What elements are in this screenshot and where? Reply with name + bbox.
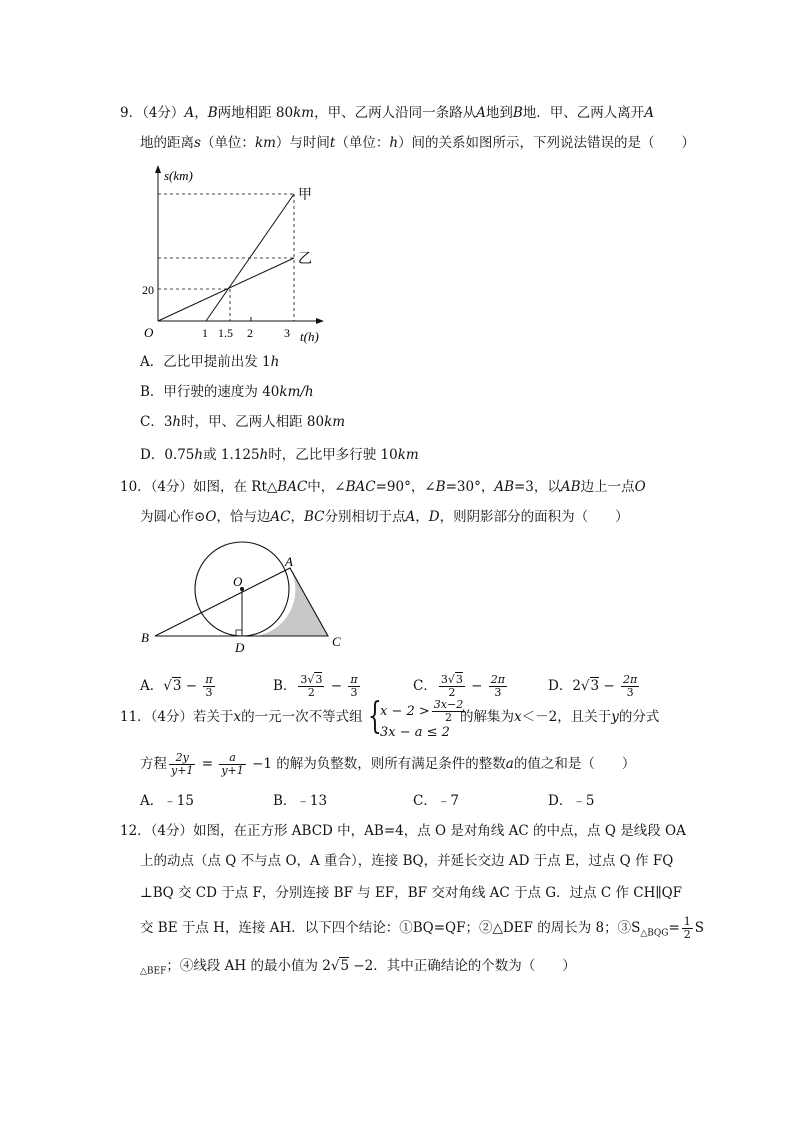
line-jia bbox=[206, 194, 294, 321]
q11-option-d[interactable]: D．﹣5 bbox=[548, 793, 595, 809]
x-tick-2: 2 bbox=[247, 326, 253, 340]
x-tick-3: 3 bbox=[284, 326, 290, 340]
q11-option-b[interactable]: B．﹣13 bbox=[273, 793, 328, 809]
shaded-region bbox=[240, 568, 328, 637]
label-yi: 乙 bbox=[298, 252, 312, 267]
q12-line-2: 上的动点（点 Q 不与点 O，A 重合），连接 BQ，并延长交边 AD 于点 E，过点 Q 作 FQ bbox=[140, 853, 674, 869]
q12-line-3: ⊥BQ 交 CD 于点 F，分别连接 BF 与 EF，BF 交对角线 AC 于点 G．过点 C 作 CH∥QF bbox=[140, 885, 683, 901]
x-axis-label: t(h) bbox=[300, 329, 319, 344]
q11-option-a[interactable]: A．﹣15 bbox=[140, 793, 194, 809]
y-tick-20: 20 bbox=[142, 283, 154, 297]
point-c-label: C bbox=[332, 634, 341, 649]
q12-line-1: 12．（4分）如图，在正方形 ABCD 中，AB=4，点 O 是对角线 AC 的中点，点 Q 是线段 OA bbox=[120, 823, 686, 839]
q12-line-5: $_{\triangle BEF}$；④线段 AH 的最小值为 2√5 −2．其中正确结论的个数为（ ） bbox=[140, 958, 576, 977]
q11-line-1-cont: 的解集为x＜－2，且关于y的分式 bbox=[460, 709, 660, 725]
q9-distance-time-graph bbox=[140, 163, 340, 345]
point-o-label: O bbox=[233, 574, 243, 589]
point-b-label: B bbox=[141, 630, 149, 645]
label-jia: 甲 bbox=[298, 188, 312, 203]
q11-line-2: 方程 $\frac{2y}{y+1}$ = $\frac{a}{y+1}$ −1 的解为负整数，则所有满足条件的整数a的值之和是（ ） bbox=[140, 751, 636, 777]
q10-line-2: 为圆心作⊙O，恰与边AC，BC分别相切于点A，D，则阴影部分的面积为（ ） bbox=[140, 509, 629, 525]
point-a-label: A bbox=[285, 554, 293, 569]
x-tick-1-5: 1.5 bbox=[218, 326, 233, 340]
q10-option-d[interactable]: D．2√3 − $\frac{2\pi}{3}$ bbox=[548, 673, 638, 699]
q10-option-c[interactable]: C． $\frac{3√3}{2}$ − $\frac{2\pi}{3}$ bbox=[413, 673, 505, 699]
line-yi bbox=[158, 258, 294, 321]
q12-line-4: 交 BE 于点 H，连接 AH．以下四个结论：①BQ=QF；②△DEF 的周长为 8；$③S_{\triangle BQG}=$ $\frac{1}{2}$ S bbox=[140, 915, 704, 941]
q9-option-c[interactable]: C．3h时，甲、乙两人相距 80km bbox=[140, 414, 346, 430]
q10-option-b[interactable]: B． $\frac{3√3}{2}$ − $\frac{\pi}{3}$ bbox=[273, 673, 358, 699]
x-tick-1: 1 bbox=[202, 326, 208, 340]
q9-line-2: 地的距离s（单位：km）与时间t（单位：h）间的关系如图所示，下列说法错误的是（ ） bbox=[140, 135, 696, 151]
q9-option-d[interactable]: D．0.75h或 1.125h时，乙比甲多行驶 10km bbox=[140, 447, 419, 463]
q9-option-b[interactable]: B．甲行驶的速度为 40km/h bbox=[140, 384, 314, 400]
q9-option-a[interactable]: A．乙比甲提前出发 1h bbox=[140, 354, 280, 370]
q10-line-1: 10．（4分）如图，在 Rt△BAC中，∠BAC=90°，∠B=30°，AB=3，以AB边上一点O bbox=[120, 479, 646, 495]
q9-line-1: 9．（4分）A，B两地相距 80km，甲、乙两人沿同一条路从A地到B地．甲、乙两人离开A bbox=[120, 105, 654, 121]
q10-triangle-circle-figure bbox=[135, 538, 355, 658]
q10-option-a[interactable]: A．√3 − $\frac{\pi}{3}$ bbox=[140, 673, 213, 699]
q11-line-1: 11．（4分）若关于x的一元一次不等式组 bbox=[120, 709, 363, 725]
point-d-label: D bbox=[235, 640, 245, 655]
origin-label: O bbox=[144, 325, 154, 340]
q11-option-c[interactable]: C．﹣7 bbox=[413, 793, 459, 809]
y-axis-label: s(km) bbox=[164, 168, 193, 183]
